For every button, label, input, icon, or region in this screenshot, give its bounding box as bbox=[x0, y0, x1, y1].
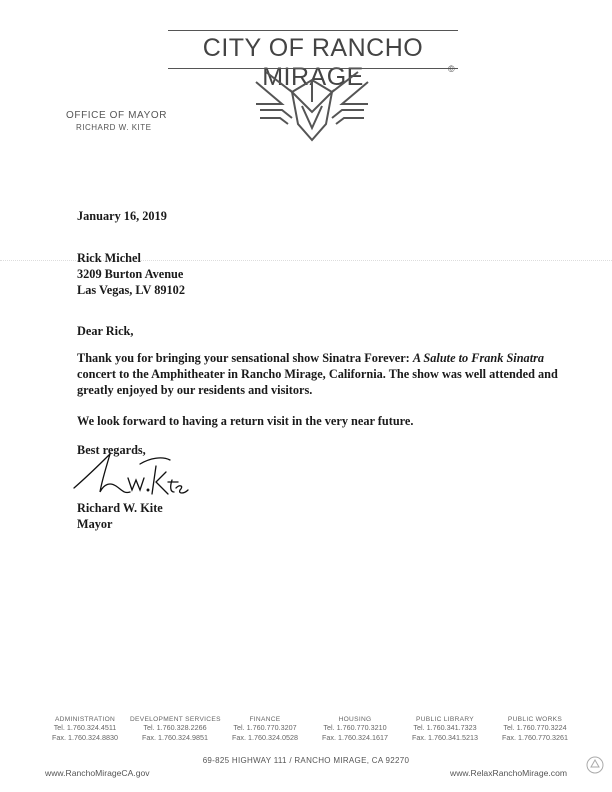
ram-emblem-icon bbox=[252, 62, 372, 144]
dept-name: FINANCE bbox=[249, 716, 281, 723]
para1-text-b: concert to the Amphitheater in Rancho Mirage, California. The show was well attended and greatly enjoyed by our residents and visitors. bbox=[77, 367, 558, 397]
dept-administration bbox=[40, 716, 130, 743]
dept-fax: Fax. 1.760.324.9851 bbox=[142, 733, 208, 742]
dept-name: PUBLIC WORKS bbox=[507, 716, 563, 723]
logo-top-rule bbox=[168, 30, 458, 31]
office-of-mayor bbox=[66, 110, 167, 132]
website-link-relax[interactable]: www.RelaxRanchoMirage.com bbox=[450, 768, 568, 778]
recycle-icon bbox=[585, 755, 605, 775]
dept-finance bbox=[220, 716, 310, 743]
signer-title: Mayor bbox=[77, 517, 113, 531]
department-contacts bbox=[40, 716, 580, 743]
dept-public-works bbox=[490, 716, 580, 743]
dept-housing bbox=[310, 716, 400, 743]
dept-name: HOUSING bbox=[338, 716, 372, 723]
body-paragraph-2: We look forward to having a return visit in the very near future. bbox=[77, 414, 414, 428]
recipient-address bbox=[77, 250, 185, 298]
dept-fax: Fax. 1.760.324.8830 bbox=[52, 733, 118, 742]
dept-tel: Tel. 1.760.328.2266 bbox=[143, 723, 207, 732]
dept-name: PUBLIC LIBRARY bbox=[416, 716, 474, 723]
mayor-name-header: RICHARD W. KITE bbox=[76, 123, 152, 132]
dept-name: DEVELOPMENT SERVICES bbox=[130, 716, 221, 723]
dept-tel: Tel. 1.760.324.4511 bbox=[53, 723, 117, 732]
copyright-mark: © bbox=[448, 64, 455, 74]
signature-icon bbox=[70, 444, 190, 502]
signer-name: Richard W. Kite bbox=[77, 501, 163, 515]
dept-fax: Fax. 1.760.770.3261 bbox=[502, 733, 568, 742]
dept-tel: Tel. 1.760.770.3224 bbox=[503, 723, 567, 732]
dept-fax: Fax. 1.760.324.0528 bbox=[232, 733, 298, 742]
dept-public-library bbox=[400, 716, 490, 743]
letter-date: January 16, 2019 bbox=[77, 209, 167, 223]
office-title: OFFICE OF MAYOR bbox=[66, 110, 168, 121]
recipient-street: 3209 Burton Avenue bbox=[77, 267, 184, 281]
dept-tel: Tel. 1.760.770.3210 bbox=[323, 723, 387, 732]
signer-block bbox=[77, 500, 163, 532]
para1-text-a: Thank you for bringing your sensational show Sinatra Forever: bbox=[77, 351, 413, 365]
city-logo bbox=[168, 28, 458, 146]
dept-tel: Tel. 1.760.770.3207 bbox=[233, 723, 297, 732]
body-paragraph-1 bbox=[77, 350, 563, 398]
dept-name: ADMINISTRATION bbox=[54, 716, 116, 723]
closing: Best regards, bbox=[77, 443, 146, 457]
dept-fax: Fax. 1.760.324.1617 bbox=[322, 733, 388, 742]
dept-fax: Fax. 1.760.341.5213 bbox=[412, 733, 478, 742]
salutation: Dear Rick, bbox=[77, 324, 134, 338]
city-address: 69-825 HIGHWAY 111 / RANCHO MIRAGE, CA 92270 bbox=[202, 756, 410, 765]
city-name: CITY OF RANCHO MIRAGE bbox=[202, 34, 424, 91]
recipient-name: Rick Michel bbox=[77, 251, 141, 265]
dept-tel: Tel. 1.760.341.7323 bbox=[413, 723, 477, 732]
recipient-city: Las Vegas, LV 89102 bbox=[77, 283, 185, 297]
website-link-city[interactable]: www.RanchoMirageCA.gov bbox=[45, 768, 150, 778]
dept-development-services bbox=[130, 716, 220, 743]
para1-show-title: A Salute to Frank Sinatra bbox=[412, 351, 545, 365]
